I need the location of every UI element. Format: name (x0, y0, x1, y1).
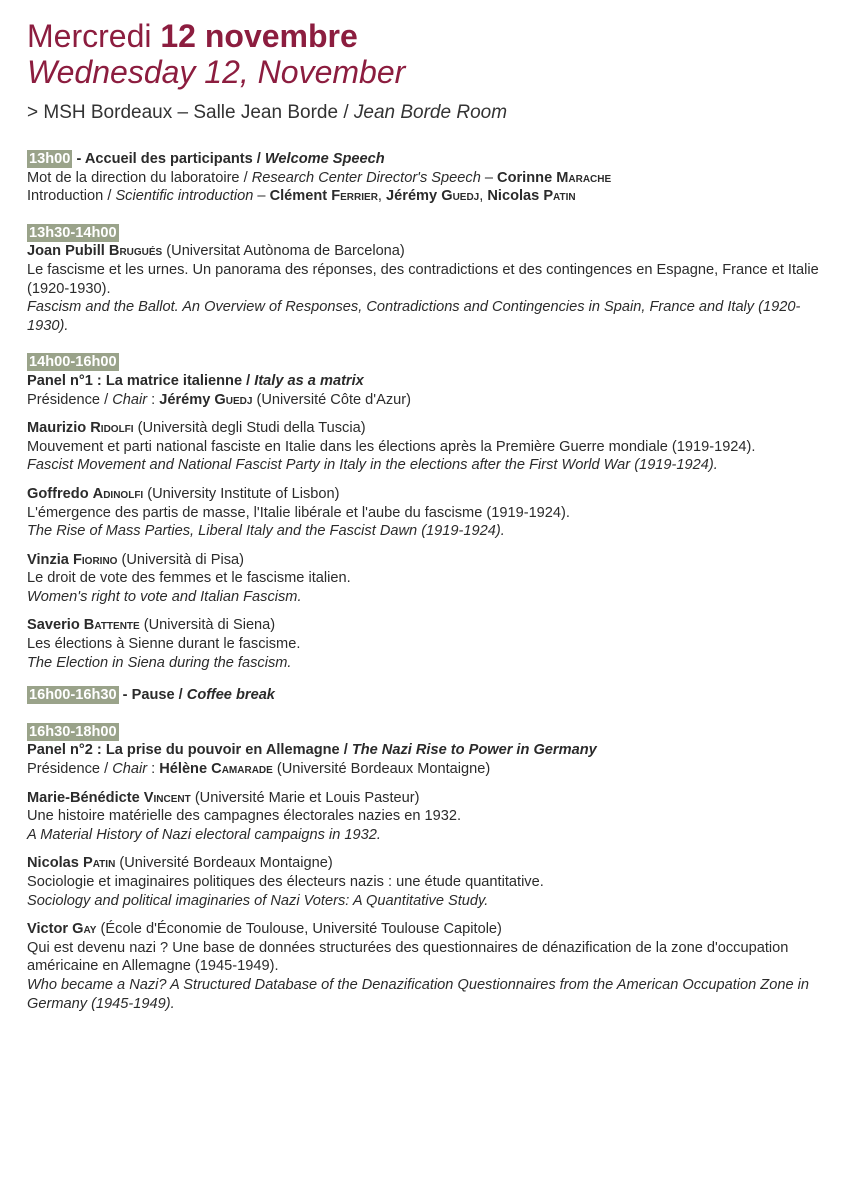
speaker-affiliation: (Università di Siena) (139, 617, 276, 634)
pause-en: Coffee break (186, 687, 275, 704)
chair-label-fr: Présidence / (27, 761, 113, 778)
session-panel-1 (27, 353, 827, 672)
dash: – (480, 169, 498, 186)
talk-title-en: The Election in Siena during the fascism. (27, 654, 292, 671)
talk-title-fr: Une histoire matérielle des campagnes électorales nazies en 1932. (27, 808, 462, 825)
speaker-affiliation: (Università di Pisa) (117, 551, 244, 568)
venue (27, 102, 827, 124)
talk-item (27, 789, 827, 845)
speaker-first-name: Saverio (27, 617, 84, 634)
talk-item (27, 485, 827, 541)
speaker-first-name: Corinne (497, 169, 557, 186)
speaker-last-name: Marache (556, 169, 612, 186)
speaker-last-name: Guedj (441, 188, 480, 205)
day-title-fr (27, 18, 827, 54)
day-title-en: Wednesday 12, November (27, 54, 406, 90)
chair-last-name: Camarade (211, 761, 273, 778)
director-speech-fr: Mot de la direction du laboratoire / (27, 169, 252, 186)
talk-title-fr: Qui est devenu nazi ? Une base de données structurées des questionnaires de dénazification de la zone d'occupation américaine en Allemagne (1945-1949). (27, 939, 789, 975)
speaker-first-name: Nicolas (487, 188, 544, 205)
talk-title-fr: L'émergence des partis de masse, l'Italie libérale et l'aube du fascisme (1919-1924). (27, 504, 570, 521)
speaker-first-name: Goffredo (27, 485, 93, 502)
speaker-first-name: Clément (269, 188, 332, 205)
talk-title-en: Women's right to vote and Italian Fascism. (27, 588, 302, 605)
speaker-last-name: Adinolfi (92, 485, 144, 502)
venue-fr: > MSH Bordeaux – Salle Jean Borde / (27, 102, 354, 123)
speaker-last-name: Battente (83, 617, 140, 634)
talk-item (27, 616, 827, 672)
time-badge: 16h30-18h00 (29, 723, 117, 740)
intro-fr: Introduction / (27, 188, 116, 205)
chair-label-fr: Présidence / (27, 391, 113, 408)
talk-title-en: The Rise of Mass Parties, Liberal Italy and the Fascist Dawn (1919-1924). (27, 523, 505, 540)
title-separator: - (72, 151, 85, 167)
chair-label-en: Chair (112, 391, 148, 408)
talk-title-fr: Le fascisme et les urnes. Un panorama des réponses, des contradictions et des contingences en Espagne, France et Italie (1920-1930). (27, 261, 819, 297)
speaker-affiliation: (École d'Économie de Toulouse, Université Toulouse Capitole) (96, 921, 502, 938)
speaker-last-name: Ridolfi (90, 420, 134, 437)
chair-affiliation: (Université Bordeaux Montaigne) (272, 761, 491, 778)
dash: – (253, 188, 270, 205)
panel-title-fr: Panel n°1 : La matrice italienne / (27, 372, 255, 389)
chair-first-name: Hélène (159, 761, 212, 778)
chair-last-name: Guedj (214, 391, 253, 408)
colon: : (147, 391, 160, 408)
speaker-affiliation: (Università degli Studi della Tuscia) (133, 420, 366, 437)
separator: , (377, 188, 387, 205)
speaker-first-name: Nicolas (27, 855, 83, 872)
session-panel-2 (27, 723, 827, 1013)
talk-item (27, 551, 827, 607)
session-title-fr: Accueil des participants / (84, 151, 265, 167)
talk-item (27, 854, 827, 910)
speaker-first-name: Vinzia (27, 551, 73, 568)
speaker-first-name: Jérémy (386, 188, 442, 205)
speaker-first-name: Joan Pubill (27, 243, 109, 260)
panel-title-en: Italy as a matrix (254, 372, 364, 389)
speaker-first-name: Victor (27, 921, 73, 938)
talk-title-fr: Le droit de vote des femmes et le fascisme italien. (27, 570, 351, 587)
chair-label-en: Chair (112, 761, 148, 778)
venue-en: Jean Borde Room (353, 102, 508, 123)
session-title-en: Welcome Speech (264, 151, 385, 167)
speaker-affiliation: (Université Bordeaux Montaigne) (115, 855, 333, 872)
session-welcome (27, 150, 827, 206)
session-keynote (27, 224, 827, 336)
chair-affiliation: (Université Côte d'Azur) (252, 391, 411, 408)
talk-title-en: Sociology and political imaginaries of Nazi Voters: A Quantitative Study. (27, 892, 489, 909)
speaker-last-name: Patin (543, 188, 576, 205)
separator: , (479, 188, 488, 205)
speaker-affiliation: (University Institute of Lisbon) (143, 485, 340, 502)
time-badge: 16h00-16h30 (29, 687, 117, 704)
talk-title-en: A Material History of Nazi electoral campaigns in 1932. (27, 826, 381, 843)
talk-item (27, 920, 827, 1013)
time-badge: 13h30-14h00 (29, 224, 117, 241)
speaker-last-name: Patin (82, 855, 116, 872)
time-badge: 14h00-16h00 (29, 354, 117, 371)
intro-en: Scientific introduction (115, 188, 254, 205)
speaker-last-name: Fiorino (72, 551, 118, 568)
pause-fr: Pause / (131, 687, 187, 704)
talk-title-fr: Les élections à Sienne durant le fascisme. (27, 636, 301, 653)
session-pause (27, 686, 827, 705)
talk-title-en: Fascist Movement and National Fascist Party in Italy in the elections after the First World War (1919-1924). (27, 457, 718, 474)
talk-title-fr: Mouvement et parti national fasciste en Italie dans les élections après la Première Guerre mondiale (1919-1924). (27, 438, 756, 455)
day-title-fr-prefix: Mercredi (27, 18, 161, 54)
panel-title-en: The Nazi Rise to Power in Germany (351, 742, 597, 759)
talk-title-en: Fascism and the Ballot. An Overview of Responses, Contradictions and Contingencies in Spain, France and Italy (1920-1930). (27, 299, 801, 334)
talk-title-en: Who became a Nazi? A Structured Database of the Denazification Questionnaires from the American Occupation Zone in Germany (1945-1949). (27, 976, 809, 1012)
speaker-last-name: Brugués (108, 243, 163, 260)
title-separator: - (118, 687, 132, 704)
colon: : (147, 761, 160, 778)
speaker-last-name: Gay (72, 921, 97, 938)
day-title-fr-date: 12 novembre (160, 18, 358, 54)
programme-page (27, 18, 827, 1013)
speaker-first-name: Marie-Bénédicte (27, 789, 144, 806)
director-speech-en: Research Center Director's Speech (251, 169, 481, 186)
panel-title-fr: Panel n°2 : La prise du pouvoir en Allemagne / (27, 742, 352, 759)
speaker-first-name: Maurizio (27, 420, 91, 437)
speaker-affiliation: (Université Marie et Louis Pasteur) (190, 789, 420, 806)
talk-item (27, 419, 827, 475)
time-badge: 13h00 (29, 151, 71, 167)
talk-title-fr: Sociologie et imaginaires politiques des électeurs nazis : une étude quantitative. (27, 874, 544, 890)
speaker-last-name: Vincent (143, 789, 191, 806)
speaker-last-name: Ferrier (331, 188, 378, 205)
chair-first-name: Jérémy (159, 391, 215, 408)
speaker-affiliation: (Universitat Autònoma de Barcelona) (162, 243, 405, 260)
